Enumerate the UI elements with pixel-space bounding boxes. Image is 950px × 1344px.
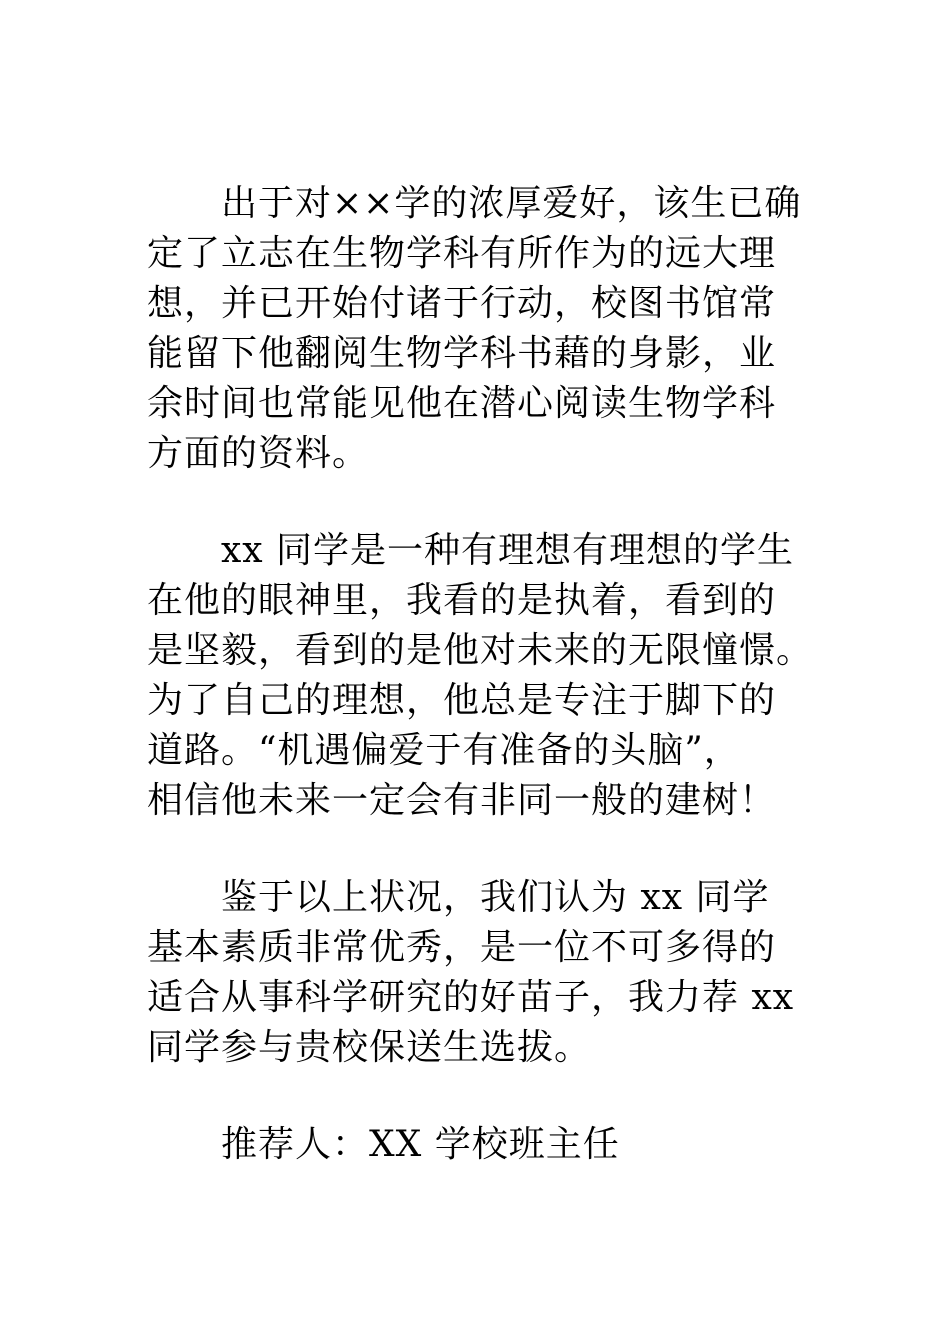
paragraph-3-line-1: 鉴于以上状况，我们认为 xx 同学 bbox=[221, 877, 770, 918]
paragraph-3-line-3: 适合从事科学研究的好苗子，我力荐 xx bbox=[147, 977, 795, 1018]
paragraph-2-line-2: 在他的眼神里，我看的是执着，看到的 bbox=[147, 580, 777, 621]
paragraph-1-line-5: 余时间也常能见他在潜心阅读生物学科 bbox=[147, 383, 777, 424]
paragraph-2-line-6: 相信他未来一定会有非同一般的建树！ bbox=[147, 780, 777, 821]
paragraph-3-line-2: 基本素质非常优秀，是一位不可多得的 bbox=[147, 927, 777, 968]
paragraph-1-line-6: 方面的资料。 bbox=[147, 433, 370, 474]
paragraph-2-line-5: 道路。“机遇偏爱于有准备的头脑”， bbox=[147, 730, 741, 771]
paragraph-2-line-1: xx 同学是一种有理想有理想的学生 bbox=[221, 530, 795, 571]
paragraph-1-line-1: 出于对××学的浓厚爱好，该生已确 bbox=[221, 183, 802, 224]
paragraph-1-line-4: 能留下他翻阅生物学科书藉的身影，业 bbox=[147, 333, 777, 374]
signature-line: 推荐人：XX 学校班主任 bbox=[221, 1124, 620, 1165]
paragraph-2-line-3: 是坚毅，看到的是他对未来的无限憧憬。 bbox=[147, 630, 814, 671]
paragraph-1-line-2: 定了立志在生物学科有所作为的远大理 bbox=[147, 233, 777, 274]
paragraph-3-line-4: 同学参与贵校保送生选拔。 bbox=[147, 1027, 592, 1068]
paragraph-2-line-4: 为了自己的理想，他总是专注于脚下的 bbox=[147, 680, 777, 721]
paragraph-1-line-3: 想，并已开始付诸于行动，校图书馆常 bbox=[147, 283, 777, 324]
